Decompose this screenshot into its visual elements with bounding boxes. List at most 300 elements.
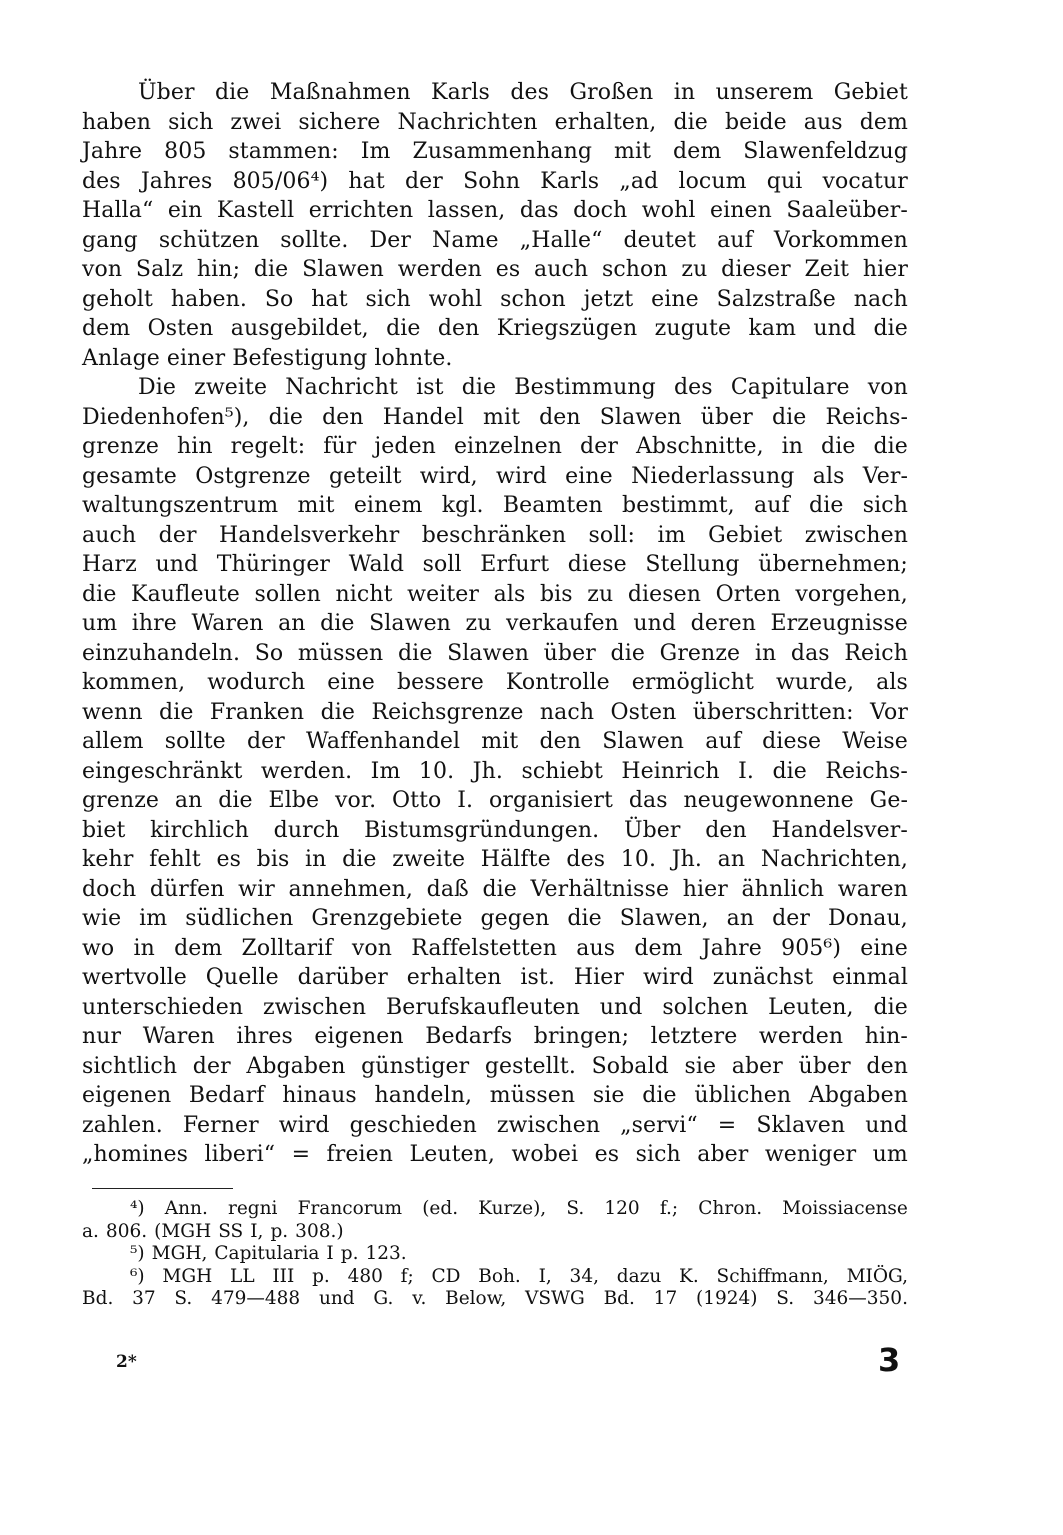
- text-line: [82, 1081, 908, 1111]
- footnotes: [82, 1198, 908, 1311]
- word: Capitulare: [730, 375, 850, 400]
- word: wertvolle: [82, 965, 187, 990]
- word: hin-: [864, 1024, 908, 1049]
- word: über: [798, 1053, 851, 1079]
- word: Osten: [610, 699, 677, 725]
- word: auf: [754, 493, 790, 518]
- word: allem: [82, 729, 144, 754]
- word: Ge-: [869, 788, 908, 813]
- word: fehlt: [149, 847, 201, 872]
- text-line: [82, 757, 908, 787]
- word: auch: [533, 257, 589, 282]
- text-line: [82, 786, 908, 816]
- word: die: [482, 876, 517, 902]
- word: die: [567, 906, 602, 931]
- text-line: [82, 314, 908, 344]
- word: Zolltarif: [241, 935, 333, 961]
- word: Reich: [844, 640, 908, 666]
- word: Vorkommen: [773, 227, 908, 253]
- word: wird: [278, 1112, 330, 1138]
- word: die: [771, 404, 807, 430]
- word: 17: [653, 1288, 678, 1309]
- word: die: [320, 699, 356, 725]
- word: einem: [353, 493, 423, 518]
- word: Quelle: [205, 965, 279, 990]
- word: und: [633, 611, 677, 636]
- word: gestellt.: [484, 1053, 576, 1079]
- word: Capitularia: [214, 1243, 320, 1264]
- text-line: [82, 462, 908, 492]
- word: 346—350.: [812, 1288, 908, 1309]
- word: Slawen: [599, 404, 682, 430]
- word: annehmen,: [288, 876, 414, 902]
- word: um: [872, 1142, 908, 1167]
- word: über: [543, 640, 596, 666]
- word: schützen: [158, 227, 260, 253]
- word: nur: [82, 1024, 122, 1049]
- word: zwischen: [262, 994, 367, 1020]
- word: soll:: [588, 522, 636, 548]
- word: haben: [82, 109, 152, 135]
- word: v.: [412, 1288, 427, 1309]
- word: als: [876, 670, 908, 695]
- word: und: [318, 1288, 355, 1309]
- word: VSWG: [524, 1288, 585, 1309]
- word: sich: [168, 109, 214, 135]
- word: sie: [684, 1053, 717, 1079]
- word: Bd.: [82, 1288, 114, 1309]
- word: ⁶): [130, 1265, 145, 1287]
- word: den: [539, 729, 582, 754]
- word: S.: [776, 1288, 795, 1309]
- word: wenn: [82, 699, 143, 725]
- text-line: [82, 403, 908, 433]
- word: das: [628, 788, 668, 813]
- word: 34,: [569, 1265, 599, 1287]
- word: der: [772, 906, 810, 931]
- word: darüber: [297, 965, 388, 990]
- text-line: [82, 1140, 908, 1170]
- text-line: [82, 1266, 908, 1289]
- word: zu: [587, 581, 614, 607]
- word: eine: [565, 463, 613, 489]
- word: Weise: [842, 729, 908, 754]
- word: Bedarfs: [425, 1024, 513, 1049]
- word: die: [253, 257, 289, 282]
- text-line: [82, 845, 908, 875]
- word: als: [812, 463, 845, 489]
- word: Gebiet: [833, 80, 908, 105]
- text-line: [82, 639, 908, 669]
- word: wird,: [419, 463, 478, 489]
- word: G.: [373, 1288, 394, 1309]
- word: Hälfte: [480, 847, 551, 872]
- word: dem: [673, 139, 722, 164]
- word: den: [866, 1053, 908, 1079]
- text-line: [82, 550, 908, 580]
- word: waltungszentrum: [82, 493, 279, 518]
- word: und: [813, 316, 857, 341]
- word: Reichs-: [825, 404, 908, 430]
- word: locum: [678, 168, 747, 194]
- word: Salz: [135, 257, 184, 282]
- word: geschieden: [349, 1112, 477, 1138]
- word: Nachrichten,: [760, 847, 908, 872]
- word: es: [594, 1142, 620, 1167]
- word: an: [278, 611, 306, 636]
- word: geholt: [82, 286, 153, 312]
- word: 905⁶): [781, 935, 842, 961]
- word: wodurch: [207, 670, 306, 695]
- text-line: [82, 698, 908, 728]
- word: Boh.: [478, 1265, 521, 1287]
- text-line: [82, 108, 908, 138]
- text-line: [82, 1198, 908, 1221]
- word: von: [351, 935, 393, 961]
- word: sollte.: [280, 227, 349, 253]
- word: nach: [539, 699, 595, 725]
- word: ihre: [131, 611, 177, 636]
- word: Leuten,: [768, 994, 854, 1020]
- word: stammen:: [228, 139, 339, 164]
- text-line: [82, 344, 908, 374]
- word: die: [673, 109, 708, 135]
- word: biet: [82, 817, 126, 843]
- word: Bestimmung: [514, 375, 656, 400]
- word: Thüringer: [216, 552, 331, 577]
- word: und: [865, 1112, 908, 1138]
- text-line: [82, 727, 908, 757]
- text-line: [82, 521, 908, 551]
- word: zu: [465, 611, 492, 636]
- word: hinaus: [282, 1083, 357, 1108]
- word: grenze: [82, 434, 159, 459]
- word: dem: [82, 316, 131, 341]
- text-line: [82, 1052, 908, 1082]
- text-line: [82, 285, 908, 315]
- text-line: [82, 78, 908, 108]
- word: hier: [682, 876, 728, 902]
- word: sich: [862, 493, 908, 518]
- word: ähnlich: [741, 876, 825, 902]
- text-line: [82, 1243, 908, 1266]
- word: Kastell: [216, 198, 295, 223]
- word: im: [657, 522, 686, 548]
- word: Niederlassung: [631, 463, 795, 489]
- word: Stellung: [645, 552, 740, 577]
- word: der: [192, 1053, 231, 1079]
- word: auf: [705, 729, 741, 754]
- word: Slawen: [302, 257, 384, 282]
- word: die: [268, 404, 304, 430]
- word: doch: [82, 876, 137, 902]
- word: Salzstraße: [716, 286, 836, 312]
- word: Kontrolle: [505, 670, 610, 695]
- word: das: [790, 640, 830, 666]
- word: SS: [218, 1220, 244, 1242]
- word: aber: [731, 1053, 783, 1079]
- word: zunächst: [712, 965, 814, 990]
- text-line: [82, 1022, 908, 1052]
- word: einzelnen: [453, 434, 563, 459]
- word: soll: [422, 552, 462, 577]
- word: zwischen: [496, 1112, 601, 1138]
- word: wir: [238, 876, 275, 902]
- word: lassen,: [427, 198, 506, 223]
- word: Bd.: [603, 1288, 635, 1309]
- word: erhalten,: [554, 109, 657, 135]
- word: schiebt: [521, 758, 603, 784]
- word: es: [495, 257, 521, 282]
- word: 37: [132, 1288, 156, 1309]
- word: Ostgrenze: [195, 463, 311, 489]
- word: zu: [681, 257, 708, 282]
- word: sollen: [254, 581, 321, 607]
- word: die: [320, 611, 355, 636]
- text-line: [82, 255, 908, 285]
- word: in: [305, 847, 327, 872]
- word: Karls: [540, 168, 600, 194]
- word: Jh.: [671, 847, 703, 872]
- word: der: [580, 434, 618, 459]
- word: bestimmt,: [622, 493, 735, 518]
- word: unterschieden: [82, 994, 244, 1020]
- word: die: [873, 994, 908, 1020]
- word: Nachricht: [285, 375, 398, 400]
- word: Anlage: [82, 345, 160, 371]
- word: qui: [766, 168, 803, 194]
- word: deren: [690, 611, 756, 636]
- word: f;: [400, 1265, 414, 1287]
- word: ⁴): [130, 1198, 145, 1219]
- word: Maßnahmen: [269, 80, 411, 105]
- word: schon: [601, 257, 668, 282]
- word: Halla“: [82, 198, 154, 223]
- word: =: [717, 1112, 737, 1138]
- word: aus: [576, 935, 616, 961]
- word: über: [700, 404, 753, 430]
- word: eine: [327, 670, 375, 695]
- word: So: [254, 640, 284, 666]
- word: K.: [679, 1265, 699, 1287]
- word: einzuhandeln.: [82, 640, 241, 666]
- word: I,: [538, 1265, 552, 1287]
- word: die: [218, 788, 253, 813]
- word: Kurze),: [478, 1198, 547, 1219]
- word: Im: [370, 758, 401, 784]
- word: eine: [651, 286, 699, 312]
- word: Diedenhofen⁵),: [82, 404, 250, 430]
- word: auf: [717, 227, 753, 253]
- word: und: [599, 994, 643, 1020]
- word: vor.: [335, 788, 377, 813]
- text-line: [82, 196, 908, 226]
- word: schon: [500, 286, 566, 312]
- word: gegen: [480, 906, 550, 931]
- word: p.: [270, 1220, 289, 1242]
- word: jetzt: [583, 286, 634, 312]
- word: bis: [256, 847, 290, 872]
- word: unserem: [715, 80, 814, 105]
- word: Jh.: [472, 758, 503, 784]
- word: Sobald: [591, 1053, 669, 1079]
- body-text: [82, 78, 908, 1170]
- word: Otto: [392, 788, 442, 813]
- word: verkaufen: [506, 611, 619, 636]
- word: an: [717, 847, 746, 872]
- word: den: [705, 817, 747, 843]
- word: dem: [634, 935, 683, 961]
- word: die: [642, 1083, 677, 1108]
- word: des: [673, 375, 713, 400]
- word: diesen: [627, 581, 702, 607]
- word: „homines: [82, 1142, 188, 1167]
- word: bis: [539, 581, 573, 607]
- word: weiter: [407, 581, 480, 607]
- word: a.: [82, 1220, 99, 1242]
- word: p.: [312, 1265, 330, 1287]
- word: Harz: [82, 552, 137, 577]
- word: f.;: [659, 1198, 679, 1219]
- word: bessere: [396, 670, 484, 695]
- text-line: [82, 580, 908, 610]
- word: liberi“: [204, 1142, 276, 1167]
- word: „servi“: [620, 1112, 698, 1138]
- word: handeln,: [374, 1083, 473, 1108]
- word: dem: [859, 109, 908, 135]
- word: Die: [138, 375, 176, 400]
- word: zwei: [230, 109, 282, 135]
- word: südlichen: [185, 906, 294, 931]
- word: wobei: [511, 1142, 579, 1167]
- word: dem: [174, 935, 223, 961]
- word: vorgehen,: [795, 581, 908, 607]
- word: 479—488: [211, 1288, 301, 1309]
- word: die: [82, 581, 117, 607]
- page-number: 3: [878, 1341, 901, 1379]
- word: mit: [481, 729, 519, 754]
- word: Wald: [348, 552, 405, 577]
- word: es: [216, 847, 241, 872]
- word: die: [159, 699, 194, 725]
- word: Handel: [382, 404, 464, 430]
- word: (1924): [695, 1288, 758, 1309]
- word: Befestigung: [232, 345, 368, 371]
- word: die: [214, 80, 250, 105]
- word: Gebiet: [708, 522, 783, 548]
- word: die: [809, 493, 844, 518]
- word: Ann.: [164, 1198, 208, 1219]
- word: die: [821, 434, 856, 459]
- text-line: [82, 963, 908, 993]
- word: Reichsgrenze: [371, 699, 524, 725]
- word: vocatur: [822, 168, 908, 194]
- word: MGH,: [151, 1243, 208, 1264]
- word: Ver-: [862, 463, 908, 489]
- word: wohl: [428, 286, 483, 312]
- word: Ferner: [182, 1112, 259, 1138]
- text-line: [82, 1111, 908, 1141]
- word: ⁵): [130, 1243, 145, 1264]
- word: freien: [326, 1142, 394, 1167]
- word: Leuten,: [409, 1142, 496, 1167]
- word: Waren: [142, 1024, 215, 1049]
- word: die: [386, 316, 421, 341]
- word: müssen: [489, 1083, 576, 1108]
- word: Slawen: [369, 611, 451, 636]
- word: I.: [738, 758, 754, 784]
- word: 123.: [365, 1243, 407, 1264]
- word: Jahre: [701, 935, 762, 961]
- word: Slawen: [602, 729, 685, 754]
- word: des: [82, 168, 121, 194]
- word: waren: [837, 876, 908, 902]
- word: S.: [174, 1288, 193, 1309]
- word: 120: [604, 1198, 640, 1219]
- word: Heinrich: [621, 758, 720, 784]
- word: kam: [748, 316, 797, 341]
- word: einen: [709, 198, 772, 223]
- word: ist.: [520, 965, 555, 990]
- word: mit: [483, 404, 521, 430]
- word: hat: [311, 286, 348, 312]
- word: von: [82, 257, 123, 282]
- word: Erzeugnisse: [770, 611, 908, 636]
- word: letztere: [650, 1024, 738, 1049]
- word: ihres: [236, 1024, 293, 1049]
- word: diese: [762, 729, 822, 754]
- word: durch: [273, 817, 340, 843]
- word: deutet: [623, 227, 697, 253]
- word: kirchlich: [150, 817, 249, 843]
- text-line: [82, 226, 908, 256]
- word: sichtlich: [82, 1053, 178, 1079]
- word: Im: [360, 139, 391, 164]
- word: die: [772, 758, 807, 784]
- word: Karls: [431, 80, 490, 105]
- word: eigenen: [82, 1083, 172, 1108]
- word: beschränken: [421, 522, 567, 548]
- word: Der: [369, 227, 411, 253]
- word: Handelsver-: [771, 817, 908, 843]
- word: dazu: [616, 1265, 662, 1287]
- word: Bedarf: [188, 1083, 265, 1108]
- word: S.: [566, 1198, 585, 1219]
- word: die: [873, 316, 908, 341]
- word: III: [272, 1265, 295, 1287]
- word: gang: [82, 227, 138, 253]
- word: der: [404, 168, 443, 194]
- word: Slawen: [447, 640, 529, 666]
- word: für: [323, 434, 357, 459]
- word: Reichs-: [825, 758, 908, 784]
- word: diese: [567, 552, 627, 577]
- word: wird: [642, 965, 694, 990]
- word: grenze: [82, 788, 159, 813]
- word: Verhältnisse: [530, 876, 670, 902]
- word: geteilt: [328, 463, 402, 489]
- word: Osten: [147, 316, 214, 341]
- word: des: [566, 847, 606, 872]
- word: Bistumsgründungen.: [364, 817, 600, 843]
- text-line: [82, 1221, 908, 1244]
- word: Franken: [209, 699, 305, 725]
- word: LL: [230, 1265, 255, 1287]
- word: ermöglicht: [631, 670, 754, 695]
- text-line: [82, 373, 908, 403]
- word: Zusammenhang: [412, 139, 593, 164]
- word: Name: [432, 227, 499, 253]
